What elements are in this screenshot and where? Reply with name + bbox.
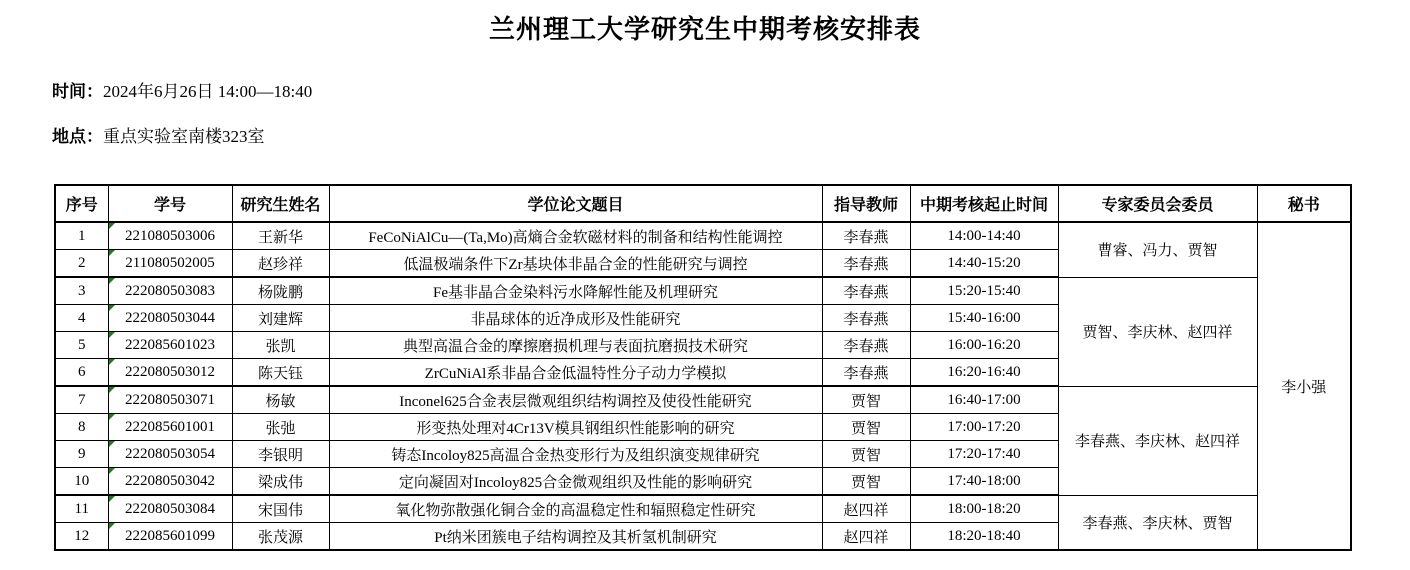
cell-thesis-title: 非晶球体的近净成形及性能研究: [329, 305, 822, 332]
student-id-text: 222080503071: [125, 391, 215, 408]
student-id-text: 211080502005: [125, 254, 215, 271]
cell-error-triangle-icon: [109, 250, 115, 256]
cell-exam-time: 16:40-17:00: [910, 386, 1058, 414]
cell-advisor: 李春燕: [822, 222, 910, 250]
student-id-text: 222080503083: [125, 282, 215, 299]
cell-exam-time: 18:20-18:40: [910, 523, 1058, 551]
cell-committee: 李春燕、李庆林、贾智: [1058, 495, 1257, 550]
cell-thesis-title: Inconel625合金表层微观组织结构调控及使役性能研究: [329, 386, 822, 414]
header-thesis-title: 学位论文题目: [329, 185, 822, 222]
cell-thesis-title: 典型高温合金的摩擦磨损机理与表面抗磨损技术研究: [329, 332, 822, 359]
cell-student-id: [108, 250, 232, 278]
cell-thesis-title: ZrCuNiAl系非晶合金低温特性分子动力学模拟: [329, 359, 822, 387]
cell-error-triangle-icon: [109, 468, 115, 474]
cell-student-id: [108, 386, 232, 414]
table-row: [55, 386, 1351, 414]
cell-student-name: 杨陇鹏: [232, 277, 329, 305]
time-line: [52, 80, 1410, 104]
header-student-name: 研究生姓名: [232, 185, 329, 222]
cell-exam-time: 17:20-17:40: [910, 441, 1058, 468]
cell-secretary: 李小强: [1257, 222, 1351, 550]
cell-committee: 李春燕、李庆林、赵四祥: [1058, 386, 1257, 495]
cell-advisor: 李春燕: [822, 332, 910, 359]
cell-exam-time: 16:20-16:40: [910, 359, 1058, 387]
student-id-text: 222080503054: [125, 445, 215, 462]
cell-exam-time: 17:00-17:20: [910, 414, 1058, 441]
table-row: [55, 495, 1351, 523]
cell-thesis-title: FeCoNiAlCu—(Ta,Mo)高熵合金软磁材料的制备和结构性能调控: [329, 222, 822, 250]
cell-student-name: 陈天钰: [232, 359, 329, 387]
page-title: 兰州理工大学研究生中期考核安排表: [488, 15, 921, 44]
cell-error-triangle-icon: [109, 496, 115, 502]
cell-thesis-title: 形变热处理对4Cr13V模具钢组织性能影响的研究: [329, 414, 822, 441]
cell-error-triangle-icon: [109, 523, 115, 529]
cell-no: 7: [55, 386, 108, 414]
cell-no: 5: [55, 332, 108, 359]
cell-no: 3: [55, 277, 108, 305]
cell-exam-time: 17:40-18:00: [910, 468, 1058, 496]
cell-error-triangle-icon: [109, 387, 115, 393]
cell-advisor: 李春燕: [822, 250, 910, 278]
cell-student-name: 李银明: [232, 441, 329, 468]
cell-thesis-title: 低温极端条件下Zr基块体非晶合金的性能研究与调控: [329, 250, 822, 278]
cell-student-id: [108, 305, 232, 332]
cell-exam-time: 15:40-16:00: [910, 305, 1058, 332]
cell-student-name: 王新华: [232, 222, 329, 250]
cell-advisor: 李春燕: [822, 359, 910, 387]
cell-advisor: 贾智: [822, 414, 910, 441]
cell-no: 2: [55, 250, 108, 278]
cell-student-id: [108, 414, 232, 441]
cell-student-name: 刘建辉: [232, 305, 329, 332]
cell-exam-time: 14:00-14:40: [910, 222, 1058, 250]
student-id-text: 221080503006: [125, 227, 215, 244]
header-exam-time: 中期考核起止时间: [910, 185, 1058, 222]
cell-error-triangle-icon: [109, 441, 115, 447]
cell-committee: 贾智、李庆林、赵四祥: [1058, 277, 1257, 386]
cell-thesis-title: 氧化物弥散强化铜合金的高温稳定性和辐照稳定性研究: [329, 495, 822, 523]
time-label: 时间：: [52, 82, 103, 101]
cell-error-triangle-icon: [109, 332, 115, 338]
location-line: [52, 125, 1410, 149]
cell-error-triangle-icon: [109, 223, 115, 229]
table-row: [55, 222, 1351, 250]
cell-exam-time: 14:40-15:20: [910, 250, 1058, 278]
header-student-id: 学号: [108, 185, 232, 222]
cell-no: 10: [55, 468, 108, 496]
student-id-text: 222085601023: [125, 336, 215, 353]
cell-thesis-title: 铸态Incoloy825高温合金热变形行为及组织演变规律研究: [329, 441, 822, 468]
student-id-text: 222080503012: [125, 363, 215, 380]
cell-advisor: 贾智: [822, 441, 910, 468]
cell-student-name: 杨敏: [232, 386, 329, 414]
cell-no: 11: [55, 495, 108, 523]
student-id-text: 222085601099: [125, 527, 215, 544]
cell-student-name: 张茂源: [232, 523, 329, 551]
student-id-text: 222080503044: [125, 309, 215, 326]
cell-no: 1: [55, 222, 108, 250]
cell-no: 9: [55, 441, 108, 468]
time-value: 2024年6月26日 14:00—18:40: [103, 82, 313, 101]
cell-advisor: 赵四祥: [822, 523, 910, 551]
cell-thesis-title: 定向凝固对Incoloy825合金微观组织及性能的影响研究: [329, 468, 822, 496]
cell-advisor: 李春燕: [822, 305, 910, 332]
cell-exam-time: 15:20-15:40: [910, 277, 1058, 305]
cell-no: 12: [55, 523, 108, 551]
cell-no: 6: [55, 359, 108, 387]
cell-error-triangle-icon: [109, 359, 115, 365]
cell-student-id: [108, 441, 232, 468]
cell-student-name: 张凯: [232, 332, 329, 359]
cell-student-id: [108, 222, 232, 250]
location-value: 重点实验室南楼323室: [103, 127, 265, 146]
cell-student-id: [108, 359, 232, 387]
header-advisor: 指导教师: [822, 185, 910, 222]
cell-student-name: 张弛: [232, 414, 329, 441]
cell-committee: 曹睿、冯力、贾智: [1058, 222, 1257, 277]
student-id-text: 222085601001: [125, 418, 215, 435]
cell-advisor: 赵四祥: [822, 495, 910, 523]
cell-advisor: 贾智: [822, 468, 910, 496]
location-label: 地点：: [52, 127, 103, 146]
cell-no: 4: [55, 305, 108, 332]
cell-error-triangle-icon: [109, 414, 115, 420]
cell-thesis-title: Fe基非晶合金染料污水降解性能及机理研究: [329, 277, 822, 305]
cell-student-name: 梁成伟: [232, 468, 329, 496]
header-row: [55, 185, 1351, 222]
header-no: 序号: [55, 185, 108, 222]
student-id-text: 222080503042: [125, 472, 215, 489]
cell-student-id: [108, 332, 232, 359]
cell-student-name: 赵珍祥: [232, 250, 329, 278]
cell-student-id: [108, 495, 232, 523]
cell-no: 8: [55, 414, 108, 441]
cell-student-name: 宋国伟: [232, 495, 329, 523]
cell-exam-time: 18:00-18:20: [910, 495, 1058, 523]
cell-student-id: [108, 523, 232, 551]
header-secretary: 秘书: [1257, 185, 1351, 222]
document-page: [0, 9, 1410, 570]
cell-advisor: 李春燕: [822, 277, 910, 305]
cell-error-triangle-icon: [109, 278, 115, 284]
header-committee: 专家委员会委员: [1058, 185, 1257, 222]
cell-error-triangle-icon: [109, 305, 115, 311]
schedule-table: [54, 184, 1352, 551]
cell-exam-time: 16:00-16:20: [910, 332, 1058, 359]
cell-advisor: 贾智: [822, 386, 910, 414]
cell-student-id: [108, 277, 232, 305]
student-id-text: 222080503084: [125, 500, 215, 517]
table-row: [55, 277, 1351, 305]
cell-thesis-title: Pt纳米团簇电子结构调控及其析氢机制研究: [329, 523, 822, 551]
cell-student-id: [108, 468, 232, 496]
